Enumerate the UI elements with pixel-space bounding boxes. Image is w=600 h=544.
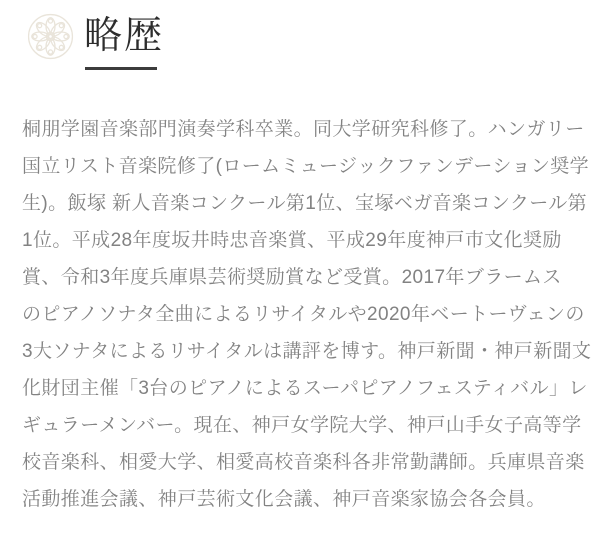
title-underline — [85, 67, 157, 70]
biography-paragraph — [22, 111, 592, 518]
bio-line: 校音楽科、相愛大学、相愛高校音楽科各非常勤講師。兵庫県音楽 — [22, 452, 585, 473]
page-title: 略歴 — [84, 15, 165, 57]
floral-emblem-icon — [27, 13, 74, 60]
bio-line: 化財団主催「3台のピアノによるスーパピアノフェスティバル」レ — [22, 378, 588, 399]
bio-line: 1位。平成28年度坂井時忠音楽賞、平成29年度神戸市文化奨励 — [22, 230, 562, 251]
bio-line: 活動推進会議、神戸芸術文化会議、神戸音楽家協会各会員。 — [22, 489, 546, 510]
bio-line: 国立リスト音楽院修了(ロームミュージックファンデーション奨学 — [22, 156, 590, 177]
bio-line: のピアノソナタ全曲によるリサイタルや2020年ベートーヴェンの — [22, 304, 585, 325]
bio-line: 生)。飯塚 新人音楽コンクール第1位、宝塚ベガ音楽コンクール第 — [22, 193, 588, 214]
bio-line: 桐朋学園音楽部門演奏学科卒業。同大学研究科修了。ハンガリー — [22, 119, 585, 140]
section-header — [0, 0, 600, 90]
bio-line: ギュラーメンバー。現在、神戸女学院大学、神戸山手女子高等学 — [22, 415, 582, 436]
bio-line: 賞、令和3年度兵庫県芸術奨励賞など受賞。2017年ブラームス — [22, 267, 562, 288]
bio-line: 3大ソナタによるリサイタルは講評を博す。神戸新聞・神戸新聞文 — [22, 341, 592, 362]
